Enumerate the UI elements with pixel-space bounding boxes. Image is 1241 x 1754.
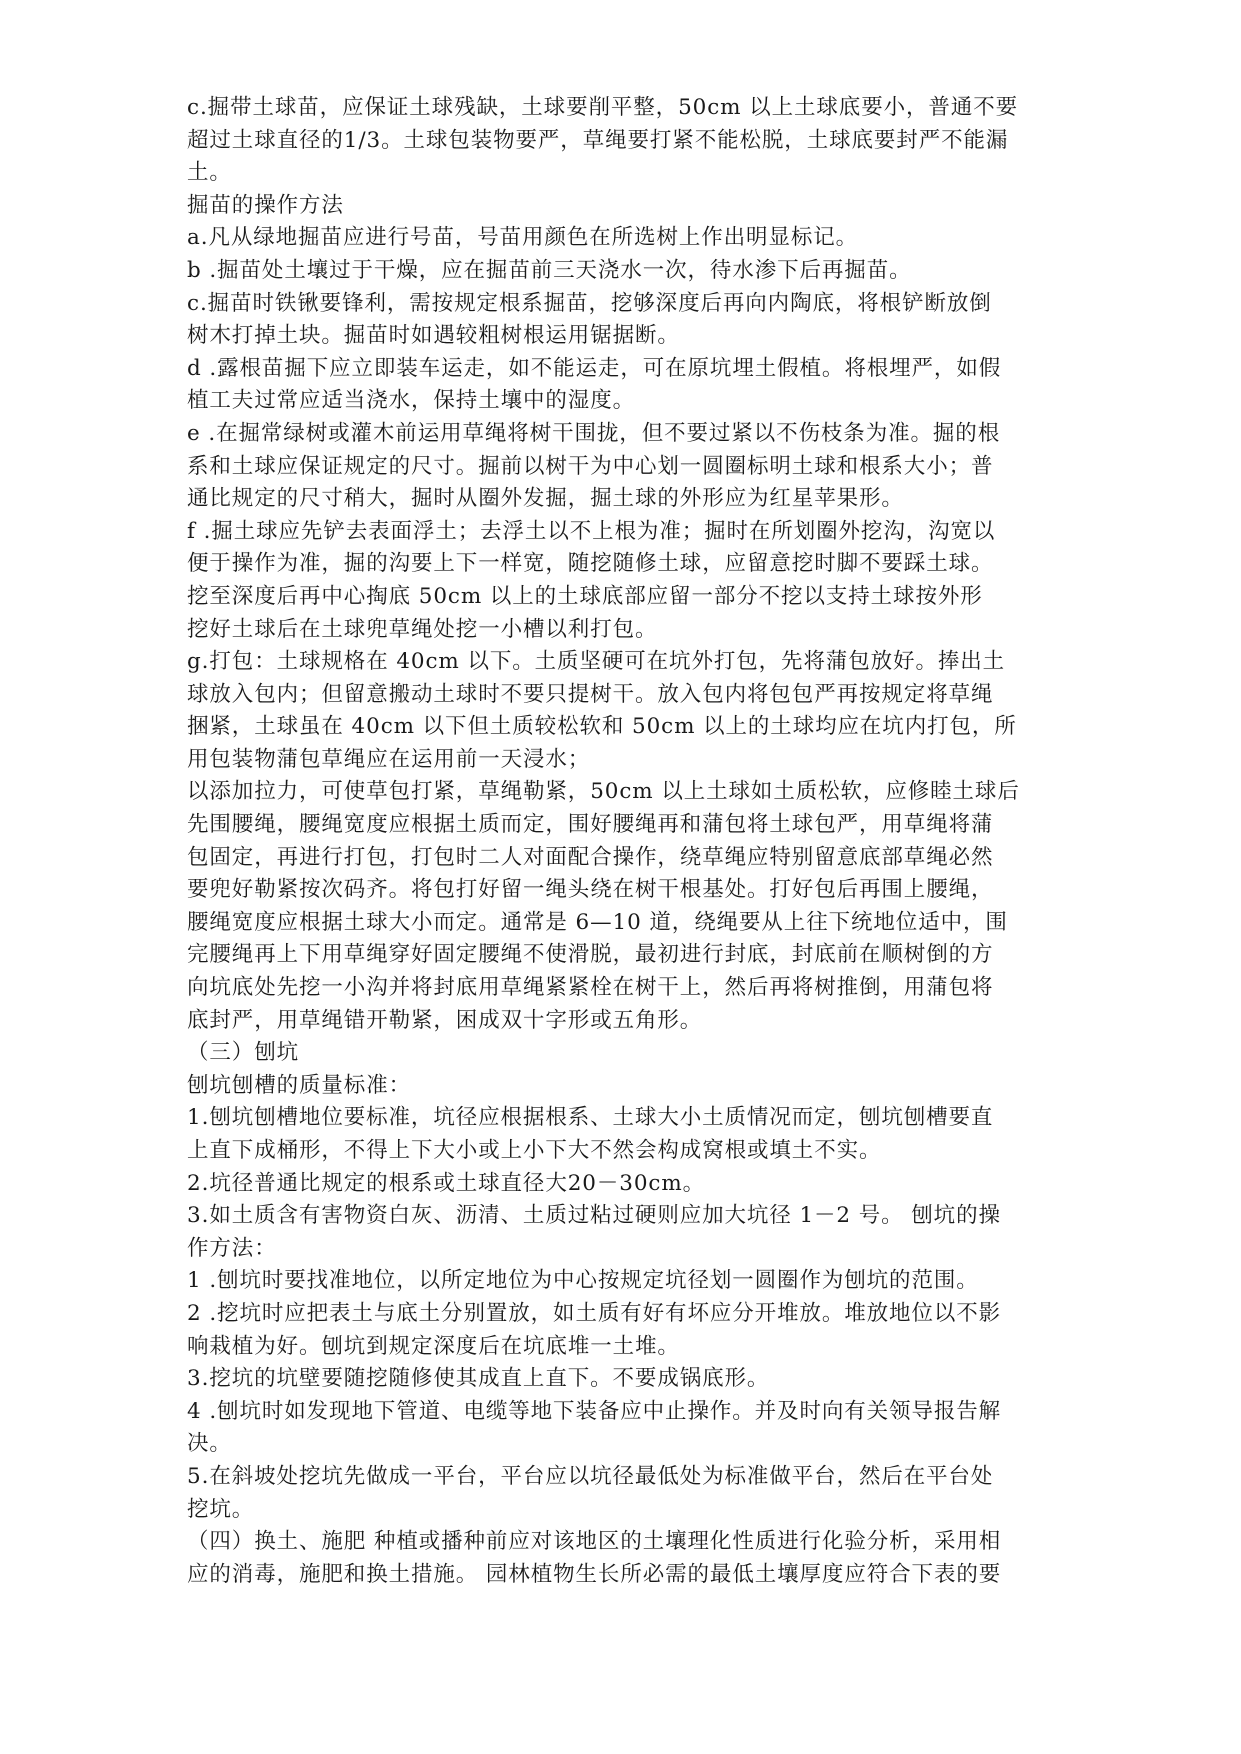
text-line: 便于操作为准，掘的沟要上下一样宽，随挖随修土球，应留意挖时脚不要踩土球。 — [187, 551, 994, 577]
text-line: 上直下成桶形，不得上下大小或上小下大不然会构成窝根或填土不实。 — [187, 1138, 882, 1163]
text-line: （三）刨坑 — [187, 1040, 300, 1066]
text-line: 超过土球直径的1/3。土球包装物要严，草绳要打紧不能松脱，土球底要封严不能漏 — [187, 127, 1009, 153]
text-line: 1 .刨坑时要找准地位，以所定地位为中心按规定坑径划一圆圈作为刨坑的范围。 — [187, 1268, 979, 1294]
text-line: 包固定，再进行打包，打包时二人对面配合操作，绕草绳应特别留意底部草绳必然 — [187, 844, 994, 870]
text-line: 作方法： — [187, 1235, 277, 1261]
text-line: c.掘带土球苗，应保证土球残缺，土球要削平整，50cm 以上土球底要小，普通不要 — [187, 95, 1018, 120]
text-line: 完腰绳再上下用草绳穿好固定腰绳不使滑脱，最初进行封底，封底前在顺树倒的方 — [187, 942, 994, 968]
text-line: 5.在斜坡处挖坑先做成一平台，平台应以坑径最低处为标准做平台，然后在平台处 — [187, 1463, 994, 1489]
text-line: 1.刨坑刨槽地位要标准，坑径应根据根系、土球大小土质情况而定，刨坑刨槽要直 — [187, 1105, 994, 1131]
text-line: 4 .刨坑时如发现地下管道、电缆等地下装备应中止操作。并及时向有关领导报告解 — [187, 1398, 1002, 1424]
text-line: 腰绳宽度应根据土球大小而定。通常是 6—10 道，绕绳要从上往下统地位适中，围 — [187, 909, 1008, 935]
document-body — [187, 92, 1087, 1591]
text-line: 要兜好勒紧按次码齐。将包打好留一绳头绕在树干根基处。打好包后再围上腰绳， — [187, 877, 994, 903]
text-line: d .露根苗掘下应立即装车运走，如不能运走，可在原坑埋土假植。将根埋严，如假 — [187, 355, 1002, 381]
text-line: 用包装物蒲包草绳应在运用前一天浸水； — [187, 746, 591, 772]
text-line: 掘苗的操作方法 — [187, 192, 344, 218]
text-line: 响栽植为好。刨坑到规定深度后在坑底堆一土堆。 — [187, 1333, 680, 1359]
text-line: 挖坑。 — [187, 1496, 255, 1522]
text-line: a.凡从绿地掘苗应进行号苗，号苗用颜色在所选树上作出明显标记。 — [187, 225, 859, 251]
text-line: 植工夫过常应适当浇水，保持土壤中的湿度。 — [187, 388, 636, 414]
text-line: 捆紧，土球虽在 40cm 以下但土质较松软和 50cm 以上的土球均应在坑内打包，所 — [187, 714, 1017, 740]
text-line: 土。 — [187, 160, 232, 186]
text-line: 向坑底处先挖一小沟并将封底用草绳紧紧栓在树干上，然后再将树推倒，用蒲包将 — [187, 975, 994, 1001]
text-line: 3.挖坑的坑壁要随挖随修使其成直上直下。不要成锅底形。 — [187, 1366, 770, 1392]
text-line: 刨坑刨槽的质量标准： — [187, 1072, 412, 1098]
text-line: （四）换土、施肥 种植或播种前应对该地区的土壤理化性质进行化验分析，采用相 — [187, 1529, 1002, 1555]
text-line: 挖至深度后再中心掏底 50cm 以上的土球底部应留一部分不挖以支持土球按外形 — [187, 583, 983, 609]
text-line: 2.坑径普通比规定的根系或土球直径大20－30cm。 — [187, 1170, 706, 1196]
text-line: 3.如土质含有害物资白灰、沥清、土质过粘过硬则应加大坑径 1－2 号。 刨坑的操 — [187, 1203, 1001, 1229]
text-line: 先围腰绳，腰绳宽度应根据土质而定，围好腰绳再和蒲包将土球包严，用草绳将蒲 — [187, 812, 994, 838]
text-line: b .掘苗处土壤过于干燥，应在掘苗前三天浇水一次，待水渗下后再掘苗。 — [187, 257, 912, 283]
text-line: 底封严，用草绳错开勒紧，困成双十字形或五角形。 — [187, 1007, 703, 1033]
text-line: e .在掘常绿树或灌木前运用草绳将树干围拢，但不要过紧以不伤枝条为准。掘的根 — [187, 420, 1001, 446]
text-line: c.掘苗时铁锹要锋利，需按规定根系掘苗，挖够深度后再向内陶底，将根铲断放倒 — [187, 290, 992, 316]
text-line: 2 .挖坑时应把表土与底土分别置放，如土质有好有坏应分开堆放。堆放地位以不影 — [187, 1300, 1002, 1326]
text-line: 树木打掉土块。掘苗时如遇较粗树根运用锯据断。 — [187, 323, 680, 349]
text-line: g.打包：土球规格在 40cm 以下。土质坚硬可在坑外打包，先将蒲包放好。捧出土 — [187, 649, 1006, 675]
text-line: 挖好土球后在土球兜草绳处挖一小槽以利打包。 — [187, 616, 658, 642]
text-line: 决。 — [187, 1431, 232, 1457]
text-line: 应的消毒，施肥和换土措施。 园林植物生长所必需的最低土壤厚度应符合下表的要 — [187, 1561, 1002, 1587]
text-line: 通比规定的尺寸稍大，掘时从圈外发掘，掘土球的外形应为红星苹果形。 — [187, 486, 904, 512]
text-line: 系和土球应保证规定的尺寸。掘前以树干为中心划一圆圈标明土球和根系大小；普 — [187, 453, 994, 479]
text-line: 以添加拉力，可使草包打紧，草绳勒紧，50cm 以上土球如土质松软，应修睦土球后 — [187, 779, 1020, 805]
text-line: f .掘土球应先铲去表面浮土；去浮土以不上根为准；掘时在所划圈外挖沟，沟宽以 — [187, 518, 996, 544]
text-line: 球放入包内；但留意搬动土球时不要只提树干。放入包内将包包严再按规定将草绳 — [187, 681, 994, 707]
